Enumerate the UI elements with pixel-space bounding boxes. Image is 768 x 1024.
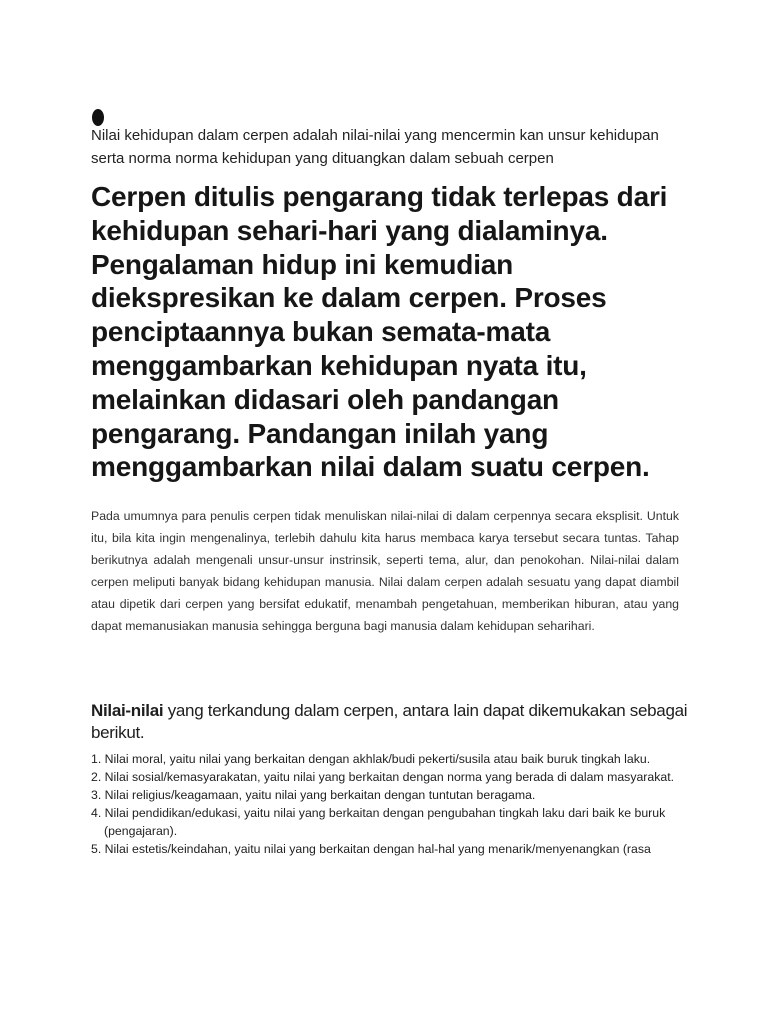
- values-list: [91, 750, 681, 858]
- subheading-bold: Nilai-nilai: [91, 701, 164, 720]
- list-item: 4. Nilai pendidikan/edukasi, yaitu nilai yang berkaitan dengan pengubahan tingkah laku dari baik ke buruk: [91, 806, 666, 820]
- list-item: 2. Nilai sosial/kemasyarakatan, yaitu nilai yang berkaitan dengan norma yang berada di dalam masyarakat.: [91, 770, 675, 784]
- subheading: [91, 700, 691, 744]
- list-item: 3. Nilai religius/keagamaan, yaitu nilai yang berkaitan dengan tuntutan beragama.: [91, 788, 536, 802]
- intro-text: Nilai kehidupan dalam cerpen adalah nilai-nilai yang mencermin kan unsur kehidupan serta norma norma kehidupan yang dituangkan dalam sebuah cerpen: [91, 127, 659, 167]
- list-item-continuation: (pengajaran).: [104, 824, 178, 838]
- headline: Cerpen ditulis pengarang tidak terlepas dari kehidupan sehari-hari yang dialaminya. Pengalaman hidup ini kemudian diekspresikan ke dalam cerpen. Proses penciptaannya bukan semata-mata menggambarkan kehidupan nyata itu, melainkan didasari oleh pandangan pengarang. Pandangan inilah yang menggambarkan nilai dalam suatu cerpen.: [91, 181, 668, 483]
- subheading-rest: yang terkandung dalam cerpen, antara lain dapat dikemukakan sebagai berikut.: [91, 701, 688, 742]
- body-paragraph: Pada umumnya para penulis cerpen tidak menuliskan nilai-nilai di dalam cerpennya secara eksplisit. Untuk itu, bila kita ingin mengenalinya, terlebih dahulu kita harus membaca karya tersebut secara tuntas. Tahap berikutnya adalah mengenali unsur-unsur instrinsik, seperti tema, alur, dan penokohan. Nilai-nilai dalam cerpen meliputi banyak bidang kehidupan manusia. Nilai dalam cerpen adalah sesuatu yang dapat diambil atau dipetik dari cerpen yang bersifat edukatif, menambah pengetahuan, memberikan hiburan, atau yang dapat memanusiakan manusia sehingga berguna bagi manusia dalam kehidupan seharihari.: [91, 509, 679, 633]
- list-item: 5. Nilai estetis/keindahan, yaitu nilai yang berkaitan dengan hal-hal yang menarik/menyenangkan (rasa: [91, 842, 651, 856]
- list-item: 1. Nilai moral, yaitu nilai yang berkaitan dengan akhlak/budi pekerti/susila atau baik buruk tingkah laku.: [91, 752, 651, 766]
